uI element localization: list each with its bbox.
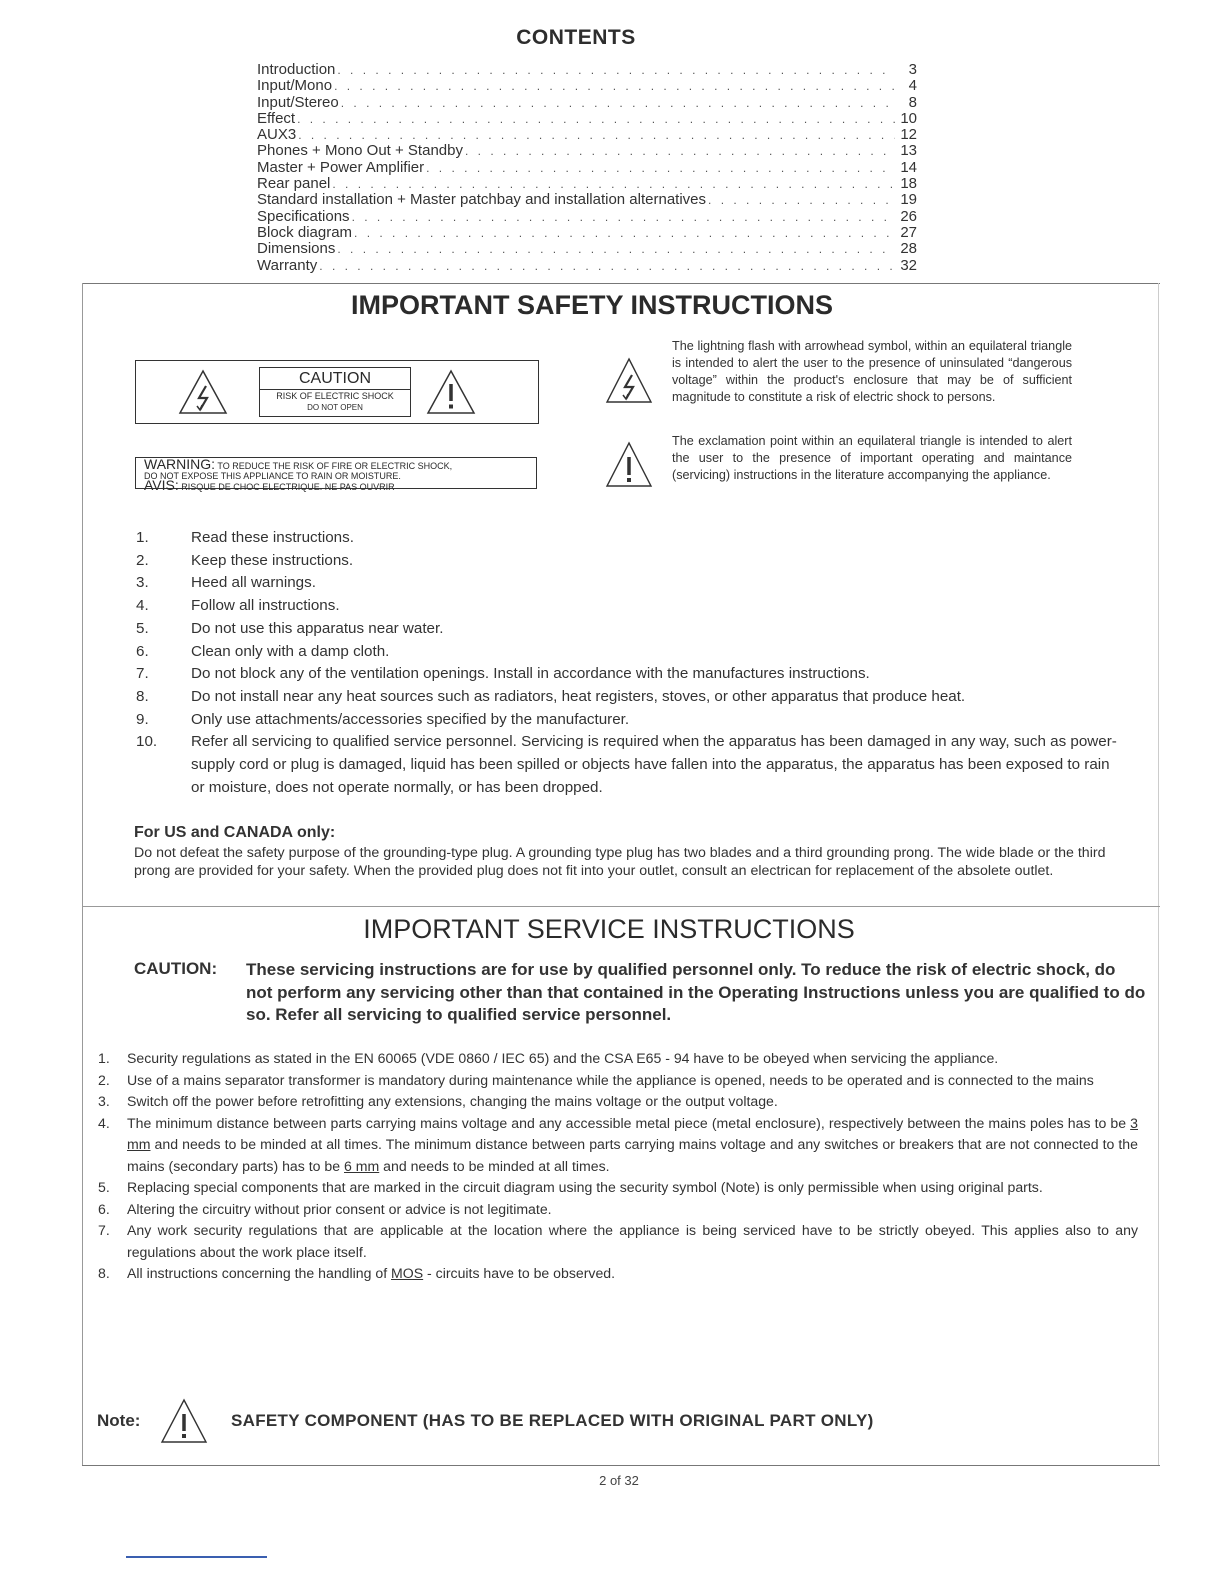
item-text: Security regulations as stated in the EN 60065 (VDE 0860 / IEC 65) and the CSA E65 - 94 have to be obeyed when servicing the appliance. [127,1050,999,1066]
leader-dots [332,176,895,192]
item-number: 1. [136,529,149,546]
warning-line-1 [144,456,528,472]
item-text-a: All instructions concerning the handling of [127,1265,392,1281]
list-item [98,1177,1138,1199]
list-item [136,550,1126,573]
toc-label: Input/Mono [257,77,333,95]
list-item [98,1220,1138,1263]
item-text: Replacing special components that are marked in the circuit diagram using the security symbol (Note) is only permissible when using original parts. [127,1179,1043,1195]
toc-entry[interactable] [257,192,917,208]
leader-dots [341,95,895,111]
leader-dots [319,258,895,274]
toc-page: 8 [908,93,917,111]
item-number: 1. [98,1050,110,1066]
toc-label: Master + Power Amplifier [257,158,425,176]
frame-left-line [82,283,83,1466]
toc-entry[interactable] [257,95,917,111]
toc-entry[interactable] [257,111,917,127]
toc-entry[interactable] [257,209,917,225]
toc-page: 13 [900,142,917,160]
toc-entry[interactable] [257,225,917,241]
toc-label: Warranty [257,256,318,274]
item-text: Follow all instructions. [191,597,340,615]
item-text: Keep these instructions. [191,551,354,569]
item-text-a: The minimum distance between parts carrying mains voltage and any accessible metal piece (metal enclosure), respectively between the mains poles has to be [127,1114,1131,1131]
leader-dots [354,225,895,241]
warning-text-2: DO NOT EXPOSE THIS APPLIANCE TO RAIN OR MOISTURE. [144,470,401,481]
list-item [136,731,1126,799]
toc-page: 12 [900,126,917,144]
table-of-contents [257,62,917,274]
item-number: 2. [136,551,149,569]
caution-label-box [135,360,539,424]
list-item [98,1048,1138,1070]
toc-entry[interactable] [257,78,917,94]
item-number: 7. [98,1222,110,1238]
exclamation-triangle-icon [426,369,476,415]
toc-page: 10 [900,109,917,127]
avis-line [144,477,528,493]
toc-entry[interactable] [257,176,917,192]
toc-page: 27 [900,223,917,241]
toc-page: 3 [908,61,917,78]
toc-entry[interactable] [257,258,917,274]
lightning-triangle-icon [178,369,228,415]
frame-bottom-line [82,1465,1160,1466]
item-text: Heed all warnings. [191,574,316,592]
toc-label: Input/Stereo [257,93,339,111]
item-text: Any work security regulations that are applicable at the location where the appliance is being serviced have to be strictly obeyed. This applies also to any regulations about the work place itself. [127,1222,1138,1260]
avis-word: AVIS: [144,477,179,493]
item-number: 6. [98,1200,110,1217]
caution-risk-text: RISK OF ELECTRIC SHOCK [276,391,394,401]
toc-page: 32 [900,256,917,274]
toc-label: AUX3 [257,126,297,144]
contents-title: CONTENTS [516,26,636,49]
blue-underline-mark [126,1556,267,1558]
toc-label: Effect [257,109,296,127]
item-number: 3. [136,574,149,592]
item-number: 3. [98,1093,110,1109]
item-text: Only use attachments/accessories specified by the manufacturer. [191,710,630,728]
toc-page: 18 [900,175,917,193]
item-number: 5. [98,1179,110,1195]
toc-label: Standard installation + Master patchbay and installation alternatives [257,191,707,209]
leader-dots [298,127,895,143]
item-number: 9. [136,710,149,728]
list-item [98,1070,1138,1092]
leader-dots [426,160,895,176]
exclamation-triangle-icon [605,440,653,490]
toc-entry[interactable] [257,241,917,257]
item-text: Read these instructions. [191,529,354,546]
item-number: 5. [136,619,149,637]
frame-top-line [82,283,1160,284]
exclamation-symbol-text: The exclamation point within an equilateral triangle is intended to alert the user to the presence of important operating and maintance (servicing) instructions in the literature accompanying the appliance. [672,434,1072,482]
item-number: 6. [136,642,149,660]
warning-label-box [135,456,537,493]
list-item [136,686,1126,709]
warning-text-1: TO REDUCE THE RISK OF FIRE OR ELECTRIC SHOCK, [217,461,453,471]
toc-label: Introduction [257,61,336,78]
item-text-b: - circuits have to be observed. [423,1265,616,1281]
list-item [136,595,1126,618]
toc-label: Specifications [257,207,350,225]
list-item [98,1199,1138,1221]
distance-6mm: 6 mm [344,1157,380,1174]
toc-label: Phones + Mono Out + Standby [257,142,463,160]
item-text: Refer all servicing to qualified service personnel. Servicing is required when the apparatus has been damaged in any way, such as power-supply cord or plug is damaged, liquid has been spilled or objects have fallen into the apparatus, the apparatus has been exposed to rain or moisture, does not operate normally, or has been dropped. [191,733,1117,796]
item-text: Do not use this apparatus near water. [191,619,444,637]
safety-instructions-list [136,527,1126,799]
page-number: 2 of 32 [599,1473,639,1488]
toc-label: Dimensions [257,240,336,258]
toc-label: Rear panel [257,175,331,193]
toc-page: 19 [900,191,917,209]
item-number: 10. [136,733,158,751]
item-text: Switch off the power before retrofitting any extensions, changing the mains voltage or the output voltage. [127,1093,778,1109]
list-item [98,1091,1138,1113]
item-text: Do not block any of the ventilation openings. Install in accordance with the manufactures instructions. [191,665,870,683]
item-number: 7. [136,665,149,683]
toc-page: 26 [900,207,917,225]
list-item [136,618,1126,641]
leader-dots [465,143,895,159]
item-number: 4. [136,597,149,615]
list-item [98,1113,1138,1178]
item-number: 8. [98,1265,110,1281]
leader-dots [352,209,895,225]
note-label: Note: [97,1411,141,1430]
lightning-triangle-icon [605,356,653,406]
list-item [136,527,1126,550]
section-divider [82,906,1160,907]
list-item [136,572,1126,595]
us-canada-heading: For US and CANADA only: [134,824,336,841]
distance-3mm: 3 mm [127,1114,1138,1152]
toc-page: 4 [908,77,917,95]
toc-page: 28 [900,240,917,258]
service-caution-label: CAUTION: [134,959,218,978]
caution-inner-box [259,367,411,417]
service-instructions-list [98,1048,1138,1285]
leader-dots [297,111,895,127]
list-item [136,663,1126,686]
leader-dots [708,192,895,208]
exclamation-triangle-icon [160,1398,208,1444]
item-text: Do not install near any heat sources such as radiators, heat registers, stoves, or other apparatus that produce heat. [191,687,966,705]
item-text-c: and needs to be minded at all times. [379,1157,610,1174]
leader-dots [337,241,895,257]
avis-text: RISQUE DE CHOC ELECTRIQUE. NE PAS OUVRIR [181,482,395,492]
item-number: 4. [98,1114,110,1131]
safety-title: IMPORTANT SAFETY INSTRUCTIONS [350,290,833,320]
item-text: Clean only with a damp cloth. [191,642,390,660]
mos-term: MOS [391,1265,424,1281]
toc-entry[interactable] [257,143,917,159]
warning-word: WARNING: [144,456,216,472]
us-canada-text: Do not defeat the safety purpose of the grounding-type plug. A grounding type plug has two blades and a third grounding prong. The wide blade or the third prong are provided for your safety. When the provided plug does not fit into your outlet, consult an electrican for replacement of the absolete outlet. [134,845,1106,879]
item-text: Use of a mains separator transformer is mandatory during maintenance while the appliance is opened, needs to be operated and is connected to the mains [127,1071,1094,1088]
item-text: Altering the circuitry without prior consent or advice is not legitimate. [127,1200,552,1217]
toc-entry[interactable] [257,160,917,176]
service-title: IMPORTANT SERVICE INSTRUCTIONS [363,914,855,944]
list-item [136,641,1126,664]
list-item [136,709,1126,732]
toc-entry[interactable] [257,127,917,143]
item-number: 8. [136,687,149,705]
toc-entry[interactable] [257,62,917,78]
leader-dots [334,78,895,94]
service-caution-text: These servicing instructions are for use by qualified personnel only. To reduce the risk of electric shock, do not perform any servicing other than that contained in the Operating Instructions unless you are qualified to do so. Refer all servicing to qualified service personnel. [246,960,1146,1024]
caution-word: CAUTION [260,368,410,390]
lightning-symbol-text: The lightning flash with arrowhead symbol, within an equilateral triangle is intended to alert the user to the presence of uninsulated “dangerous voltage” within the product's enclosure that may be of sufficient magnitude to constitute a risk of electric shock to persons. [672,339,1072,404]
item-number: 2. [98,1071,110,1088]
list-item [98,1263,1138,1285]
frame-right-line [1158,283,1159,1466]
item-text-b: and needs to be minded at all times. The minimum distance between parts carrying mains voltage and any switches or breakers that are not connected to the mains (secondary parts) has to be [127,1136,1138,1174]
leader-dots [337,62,895,78]
toc-label: Block diagram [257,223,353,241]
toc-page: 14 [900,158,917,176]
caution-do-not-open: DO NOT OPEN [307,403,363,412]
safety-component-note: SAFETY COMPONENT (HAS TO BE REPLACED WITH ORIGINAL PART ONLY) [231,1411,874,1430]
